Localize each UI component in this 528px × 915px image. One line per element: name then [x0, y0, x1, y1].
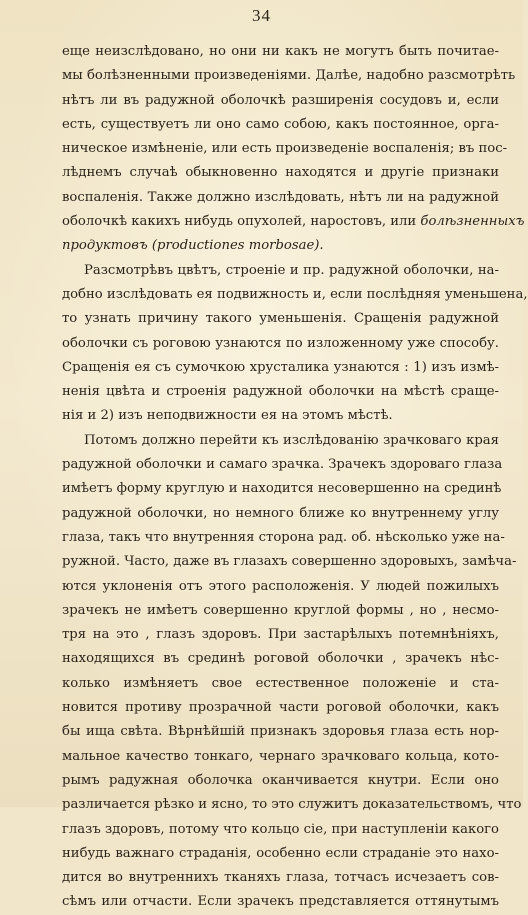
text-line: новится противу прозрачной части роговой оболочки, какъ — [62, 700, 499, 716]
text-line: Сращенія ея съ сумочкою хрусталика узнаются : 1) изъ измѣ- — [62, 359, 499, 375]
text-line: нибудь важнаго страданія, особенно если страданіе это нахо- — [62, 845, 499, 861]
text-line: еще неизслѣдовано, но они ни какъ не могутъ быть почитае- — [62, 44, 499, 59]
text-line: воспаленія. Также должно изслѣдовать, нѣтъ ли на радужной — [62, 189, 499, 205]
text-line: глазъ здоровъ, потому что кольцо сіе, при наступленіи какого — [62, 821, 499, 837]
text-line: продуктовъ (productiones morbosae). — [62, 238, 324, 254]
text-line: ненія цвѣта и строенія радужной оболочки на мѣстѣ сраще- — [62, 384, 499, 400]
text-line: ническое измѣненіе, или есть произведеніе воспаленія; въ пос- — [62, 141, 508, 157]
text-line: добно изслѣдовать ея подвижность и, если послѣдняя уменьшена, — [62, 286, 528, 302]
text-line: нія и 2) изъ неподвижности ея на этомъ мѣстѣ. — [62, 408, 393, 424]
text-line: мы болѣзненными произведеніями. Далѣе, надобно разсмотрѣть — [62, 68, 516, 84]
text-line: находящихся въ срединѣ роговой оболочки , зрачекъ нѣс- — [62, 651, 499, 667]
text-line: то узнать причину такого уменьшенія. Сращенія радужной — [62, 311, 499, 327]
page-number: 34 — [252, 6, 271, 25]
text-line: оболочки съ роговою узнаются по изложенному уже способу. — [62, 335, 499, 351]
text-line: ружной. Часто, даже въ глазахъ совершенно здоровыхъ, замѣча- — [62, 554, 517, 570]
text-line: колько измѣняетъ свое естественное положеніе и ста- — [62, 675, 499, 691]
text-line: лѣднемъ случаѣ обыкновенно находятся и другіе признаки — [62, 165, 499, 181]
text-line: глаза, такъ что внутренняя сторона рад. об. нѣсколько уже на- — [62, 529, 505, 545]
text-line: Разсмотрѣвъ цвѣтъ, строеніе и пр. радужной оболочки, на- — [84, 262, 499, 278]
text-line: дится во внутреннихъ тканяхъ глаза, тотчасъ исчезаетъ сов- — [62, 870, 499, 886]
text-line: различается рѣзко и ясно, то это служитъ доказательствомъ, что — [62, 797, 522, 813]
text-line: мальное качество тонкаго, чернаго зрачковаго кольца, кото- — [62, 748, 499, 764]
text-line: оболочкѣ какихъ нибудь опухолей, наростовъ, или болѣзненныхъ — [62, 214, 525, 230]
text-line: имѣетъ форму круглую и находится несовершенно на срединѣ — [62, 481, 502, 497]
text-line: есть, существуетъ ли оно само собою, какъ постоянное, орга- — [62, 116, 499, 132]
text-line: ются уклоненія отъ этого расположенія. У людей пожилыхъ — [62, 578, 499, 594]
italic-term: болѣзненныхъ — [420, 214, 525, 230]
text-line: Потомъ должно перейти къ изслѣдованію зрачковаго края — [84, 432, 499, 448]
text-line: радужной оболочки, но немного ближе ко внутреннему углу — [62, 505, 499, 521]
text-line: нѣтъ ли въ радужной оболочкѣ разширенія сосудовъ и, если — [62, 92, 499, 108]
text-line: рымъ радужная оболочка оканчивается кнутри. Если оно — [62, 772, 499, 788]
text-line: зрачекъ не имѣетъ совершенно круглой формы , но , несмо- — [62, 602, 499, 618]
text-line: сѣмъ или отчасти. Если зрачекъ представляется оттянутымъ — [62, 894, 499, 910]
text-line: радужной оболочки и самаго зрачка. Зрачекъ здороваго глаза — [62, 457, 503, 473]
text-line: бы ища свѣта. Вѣрнѣйшій признакъ здоровья глаза есть нор- — [62, 724, 499, 740]
text-line: тря на это , глазъ здоровъ. При застарѣлыхъ потемнѣніяхъ, — [62, 627, 499, 643]
body-text — [62, 40, 528, 915]
